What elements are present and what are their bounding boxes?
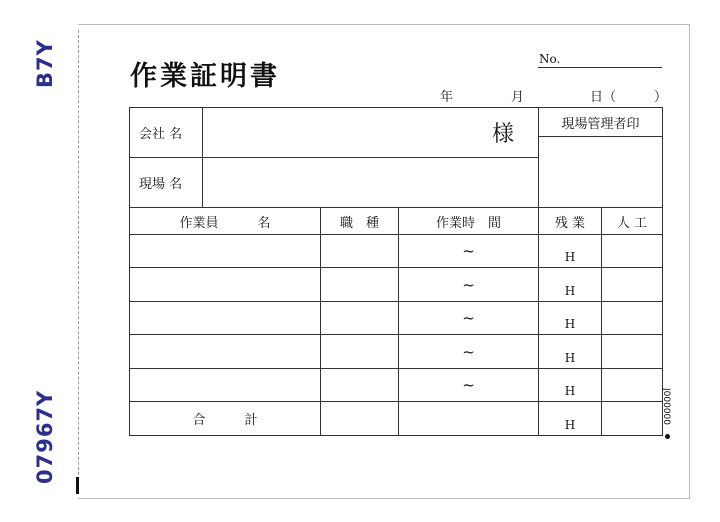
- table-row: [130, 335, 663, 369]
- work-time-cell[interactable]: ~: [399, 268, 539, 302]
- job-type-cell[interactable]: [321, 369, 399, 402]
- table-row: [130, 268, 663, 302]
- labor-cell[interactable]: [602, 268, 663, 302]
- overtime-cell[interactable]: H: [539, 335, 602, 369]
- worker-name-cell[interactable]: [130, 268, 321, 302]
- table-row: [130, 302, 663, 335]
- labor-cell[interactable]: [602, 302, 663, 335]
- work-certificate-table: [129, 107, 663, 436]
- date-day-label: 日（: [590, 90, 617, 105]
- total-time-cell[interactable]: [399, 402, 539, 436]
- overtime-cell[interactable]: H: [539, 235, 602, 268]
- job-type-cell[interactable]: [321, 302, 399, 335]
- work-time-cell[interactable]: ~: [399, 235, 539, 268]
- form-code-top: B7Y: [33, 39, 57, 88]
- worker-name-cell[interactable]: [130, 369, 321, 402]
- total-row: [130, 402, 663, 436]
- work-time-cell[interactable]: ~: [399, 369, 539, 402]
- number-field[interactable]: [538, 67, 662, 68]
- form-code-bottom: 07967Y: [33, 389, 57, 484]
- total-label: 合 計: [130, 402, 321, 436]
- labor-header: 人 工: [602, 208, 663, 235]
- serial-dot-icon: [665, 434, 670, 439]
- manager-stamp-box[interactable]: [539, 108, 663, 208]
- worker-name-cell[interactable]: [130, 335, 321, 369]
- overtime-cell[interactable]: H: [539, 369, 602, 402]
- overtime-header: 残 業: [539, 208, 602, 235]
- total-labor-cell[interactable]: [602, 402, 663, 436]
- number-label: No.: [539, 52, 561, 66]
- labor-cell[interactable]: [602, 235, 663, 268]
- company-name-label: 会社 名: [130, 108, 203, 158]
- document-title: 作業証明書: [130, 61, 280, 92]
- work-time-cell[interactable]: ~: [399, 302, 539, 335]
- company-name-field[interactable]: 様: [203, 108, 539, 158]
- total-job-cell[interactable]: [321, 402, 399, 436]
- overtime-cell[interactable]: H: [539, 302, 602, 335]
- worker-name-header: 作業員 名: [130, 208, 321, 235]
- site-name-field[interactable]: [203, 158, 539, 208]
- worker-name-cell[interactable]: [130, 235, 321, 268]
- site-name-label: 現場 名: [130, 158, 203, 208]
- job-type-cell[interactable]: [321, 335, 399, 369]
- table-row: [130, 369, 663, 402]
- job-type-cell[interactable]: [321, 268, 399, 302]
- manager-stamp-label: 現場管理者印: [539, 108, 662, 137]
- date-month-label: 月: [511, 90, 525, 105]
- job-type-cell[interactable]: [321, 235, 399, 268]
- labor-cell[interactable]: [602, 369, 663, 402]
- labor-cell[interactable]: [602, 335, 663, 369]
- work-time-cell[interactable]: ~: [399, 335, 539, 369]
- date-weekday-close: ）: [654, 90, 668, 105]
- serial-number: J000000: [661, 388, 671, 426]
- date-year-label: 年: [440, 90, 454, 105]
- perforation-line: [78, 30, 79, 490]
- worker-name-cell[interactable]: [130, 302, 321, 335]
- job-type-header: 職 種: [321, 208, 399, 235]
- table-row: [130, 235, 663, 268]
- overtime-cell[interactable]: H: [539, 268, 602, 302]
- binding-mark: [76, 477, 79, 494]
- work-time-header: 作業時 間: [399, 208, 539, 235]
- total-overtime-cell[interactable]: H: [539, 402, 602, 436]
